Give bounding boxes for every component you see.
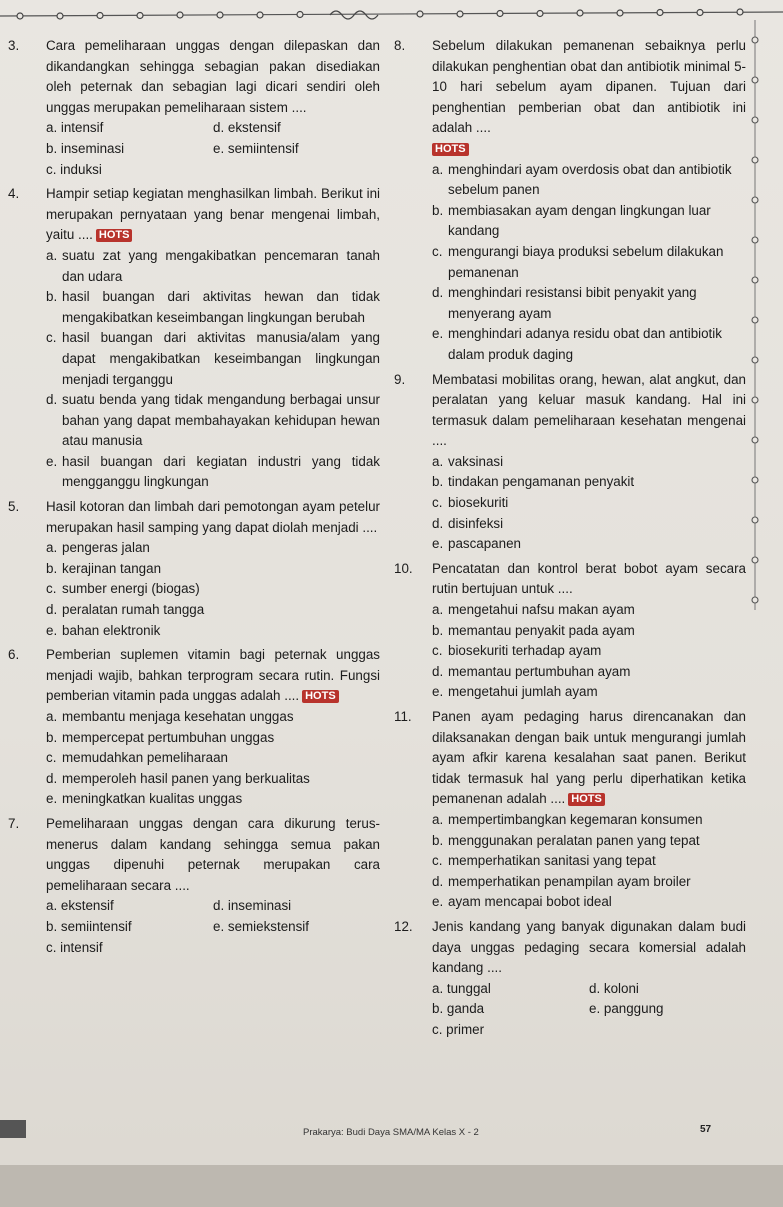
option-d[interactable]: d. menghindari resistansi bibit penyakit yang menyerang ayam [432, 285, 697, 321]
option-e[interactable]: e. hasil buangan dari kegiatan industri yang tidak mengganggu lingkungan [46, 453, 380, 490]
page-number: 57 [700, 1124, 712, 1135]
option-e[interactable]: e. bahan elektronik [46, 622, 161, 638]
option-a[interactable]: a. suatu zat yang mengakibatkan pencemaran tanah dan udara [46, 247, 380, 284]
question-number: 12. [394, 918, 413, 934]
question-number: 6. [8, 647, 20, 663]
option-b[interactable]: b. kerajinan tangan [46, 560, 162, 576]
option-d[interactable]: d. ekstensif [213, 120, 281, 136]
question-12 [394, 917, 746, 1041]
question-stem: Pencatatan dan kontrol berat bobot ayam secara rutin bertujuan untuk .... [432, 560, 746, 597]
option-c[interactable]: c. hasil buangan dari aktivitas manusia/alam yang dapat mengakibatkan keseimbangan lingkungan menjadi terganggu [46, 330, 380, 387]
option-a[interactable]: a. mempertimbangkan kegemaran konsumen [432, 811, 703, 827]
question-stem: Hampir setiap kegiatan menghasilkan limbah. Berikut ini merupakan pernyataan yang benar mengenai limbah, yaitu .... [46, 186, 380, 243]
question-number: 7. [8, 815, 20, 831]
question-10 [394, 559, 746, 703]
option-d[interactable]: d. memperoleh hasil panen yang berkualitas [46, 770, 310, 786]
option-b[interactable]: b. memantau penyakit pada ayam [432, 622, 635, 638]
option-c[interactable]: c. biosekuriti terhadap ayam [432, 643, 602, 659]
option-b[interactable]: b. inseminasi [46, 140, 125, 156]
question-5 [8, 497, 380, 641]
option-d[interactable]: d. disinfeksi [432, 515, 504, 531]
option-e[interactable]: e. ayam mencapai bobot ideal [432, 894, 612, 910]
hots-badge: HOTS [96, 229, 133, 242]
question-7 [8, 814, 380, 958]
option-b[interactable]: b. semiintensif [46, 918, 132, 934]
option-b[interactable]: b. mempercepat pertumbuhan unggas [46, 729, 275, 745]
option-d[interactable]: d. suatu benda yang tidak mengandung berbagai unsur bahan yang dapat membahayakan kehidupan hewan atau manusia [46, 392, 380, 449]
option-c[interactable]: c. biosekuriti [432, 495, 509, 511]
question-stem: Sebelum dilakukan pemanenan sebaiknya perlu dilakukan penghentian obat dan antibiotik minimal 5-10 hari sebelum ayam dipanen. Tujuan dari penghentian pemberian obat dan antibiotik ini adalah .... [432, 38, 746, 136]
option-e[interactable]: e. menghindari adanya residu obat dan antibiotik dalam produk daging [432, 326, 722, 362]
option-a[interactable]: a. tunggal [432, 980, 491, 996]
page-bottom-shadow [0, 1165, 783, 1207]
option-c[interactable]: c. intensif [46, 939, 103, 955]
option-c[interactable]: c. induksi [46, 161, 102, 177]
question-stem: Hasil kotoran dan limbah dari pemotongan ayam petelur merupakan hasil samping yang dapat diolah menjadi .... [46, 499, 380, 535]
decorative-chain-border [0, 0, 783, 30]
question-number: 8. [394, 38, 406, 53]
question-stem: Cara pemeliharaan unggas dengan dilepaskan dan dikandangkan sehingga sebagian pakan disediakan oleh peternak dan sebagian lagi dicari sendiri oleh unggas merupakan pemeliharaan sistem .... [46, 38, 380, 115]
question-stem: Pemeliharaan unggas dengan cara dikurung terus-menerus dalam kandang sehingga semua pakan unggas dipenuhi peternak merupakan cara pemeliharaan secara .... [46, 815, 380, 893]
hots-badge: HOTS [302, 690, 339, 703]
question-stem: Jenis kandang yang banyak digunakan dalam budi daya unggas pedaging secara komersial adalah kandang .... [432, 918, 746, 976]
question-number: 9. [394, 371, 406, 387]
question-number: 5. [8, 499, 20, 515]
option-e[interactable]: e. semiekstensif [213, 918, 310, 934]
decorative-side-chain [748, 20, 762, 610]
question-number: 10. [394, 560, 413, 576]
question-8 [394, 36, 746, 366]
option-b[interactable]: b. tindakan pengamanan penyakit [432, 474, 635, 490]
option-e[interactable]: e. meningkatkan kualitas unggas [46, 791, 243, 807]
question-11 [394, 707, 746, 913]
question-stem: Pemberian suplemen vitamin bagi peternak unggas menjadi wajib, bahkan terprogram secara rutin. Fungsi pemberian vitamin pada unggas adalah .... [46, 647, 380, 704]
right-column [394, 36, 746, 1041]
page-footer: Prakarya: Budi Daya SMA/MA Kelas X - 2 [303, 1127, 479, 1138]
option-a[interactable]: a. vaksinasi [432, 453, 504, 469]
option-e[interactable]: e. semiintensif [213, 140, 299, 156]
option-d[interactable]: d. memantau pertumbuhan ayam [432, 663, 631, 679]
question-stem: Membatasi mobilitas orang, hewan, alat angkut, dan peralatan yang keluar masuk kandang. Hal ini termasuk dalam pemeliharaan kesehatan mengenai .... [432, 371, 746, 449]
left-column [8, 36, 380, 958]
hots-badge: HOTS [568, 793, 605, 806]
option-d[interactable]: d. inseminasi [213, 898, 292, 914]
question-3 [8, 36, 380, 180]
option-a[interactable]: a. membantu menjaga kesehatan unggas [46, 709, 294, 724]
hots-badge: HOTS [432, 143, 469, 156]
question-number: 4. [8, 186, 20, 202]
question-4 [8, 184, 380, 493]
option-b[interactable]: b. membiasakan ayam dengan lingkungan luar kandang [432, 202, 711, 239]
option-b[interactable]: b. ganda [432, 1001, 485, 1017]
option-e[interactable]: e. mengetahui jumlah ayam [432, 684, 598, 700]
option-a[interactable]: a. menghindari ayam overdosis obat dan antibiotik sebelum panen [432, 161, 732, 198]
option-c[interactable]: c. memperhatikan sanitasi yang tepat [432, 853, 656, 869]
option-b[interactable]: b. hasil buangan dari aktivitas hewan dan tidak mengakibatkan keseimbangan lingkungan berubah [46, 289, 380, 325]
page-edge-tab [0, 1120, 26, 1138]
option-c[interactable]: c. memudahkan pemeliharaan [46, 750, 228, 766]
option-a[interactable]: a. mengetahui nafsu makan ayam [432, 602, 635, 618]
option-a[interactable]: a. intensif [46, 120, 104, 136]
option-e[interactable]: e. pascapanen [432, 536, 521, 552]
question-number: 3. [8, 38, 20, 53]
question-number: 11. [394, 709, 412, 724]
option-c[interactable]: c. primer [432, 1021, 485, 1037]
question-stem: Panen ayam pedaging harus direncanakan dan dilaksanakan dengan baik untuk mengurangi jumlah ayam afkir karena kesalahan saat panen. Berikut tidak termasuk hal yang perlu diperhatikan ketika pemanenan adalah .... [432, 709, 746, 807]
question-9 [394, 370, 746, 555]
option-a[interactable]: a. ekstensif [46, 898, 114, 914]
option-d[interactable]: d. peralatan rumah tangga [46, 602, 205, 618]
option-c[interactable]: c. sumber energi (biogas) [46, 581, 200, 597]
option-a[interactable]: a. pengeras jalan [46, 540, 150, 556]
question-6 [8, 645, 380, 810]
option-c[interactable]: c. mengurangi biaya produksi sebelum dilakukan pemanenan [432, 243, 724, 280]
option-b[interactable]: b. menggunakan peralatan panen yang tepat [432, 832, 700, 848]
option-d[interactable]: d. koloni [589, 980, 639, 996]
option-d[interactable]: d. memperhatikan penampilan ayam broiler [432, 873, 691, 889]
option-e[interactable]: e. panggung [589, 1001, 664, 1017]
